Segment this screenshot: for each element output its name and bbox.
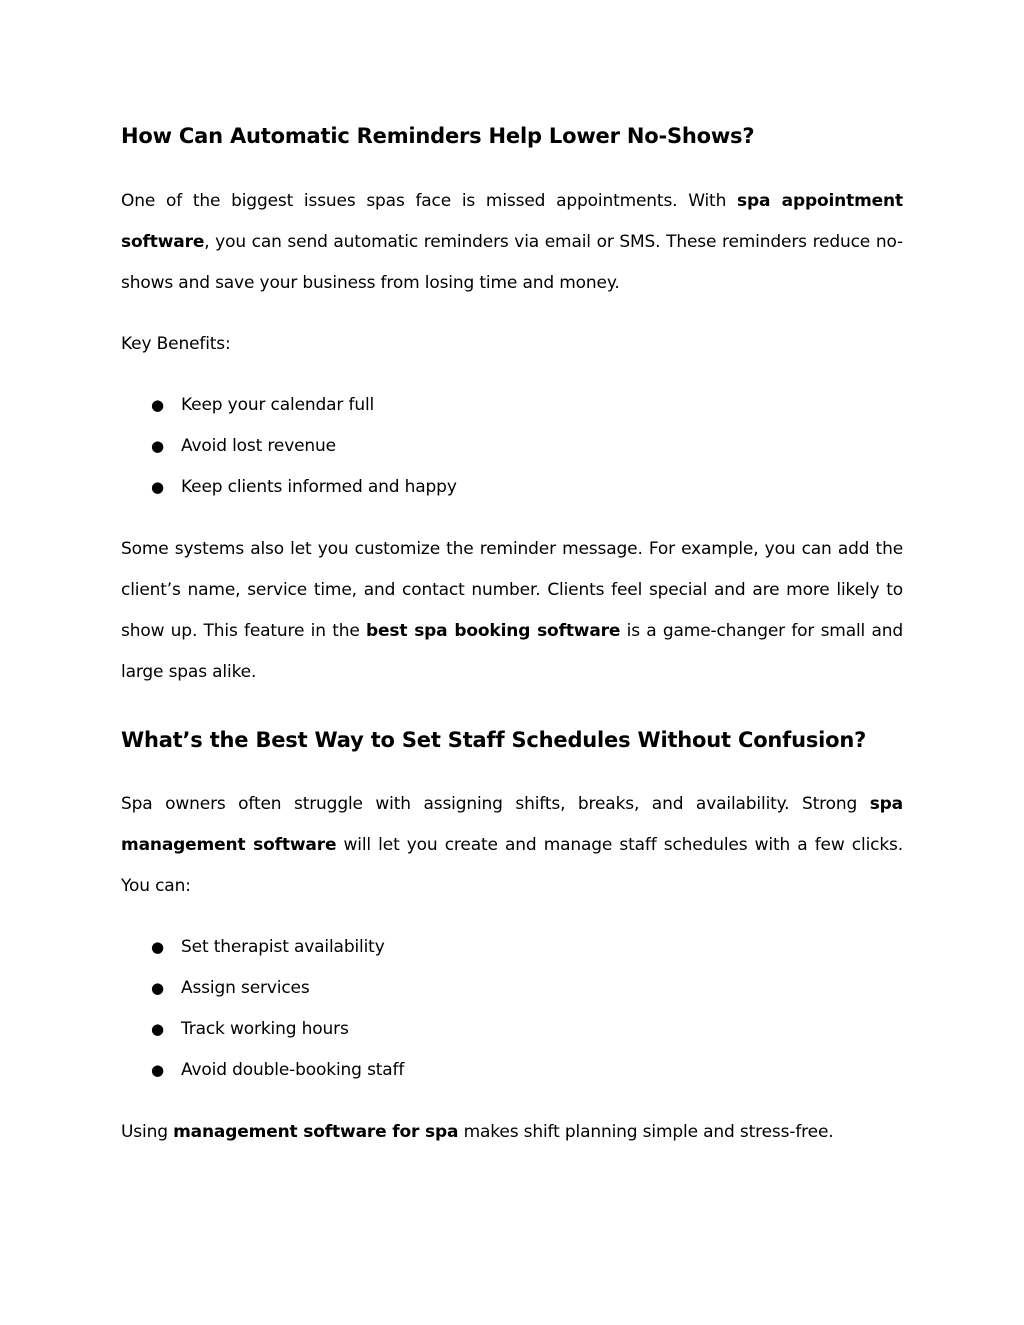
- text-run: is a game-changer for small and large spas alike.: [121, 621, 903, 682]
- list-item: [121, 968, 903, 1009]
- bold-term-spa-appointment-software: spa appointment software: [121, 191, 903, 252]
- text-run: One of the biggest issues spas face is missed appointments. With: [121, 191, 737, 211]
- bullet-icon: ●: [151, 437, 164, 455]
- list-item: [121, 467, 903, 508]
- section-heading-staff-schedules: What’s the Best Way to Set Staff Schedules Without Confusion?: [121, 728, 867, 752]
- paragraph-reminders-intro: [121, 181, 903, 304]
- list-item-text: Track working hours: [181, 1019, 349, 1039]
- benefits-list: [121, 385, 903, 508]
- bullet-icon: ●: [151, 979, 164, 997]
- paragraph-shift-planning: [121, 1112, 903, 1153]
- list-item-text: Keep clients informed and happy: [181, 477, 457, 497]
- bullet-icon: ●: [151, 1020, 164, 1038]
- list-item-text: Avoid double-booking staff: [181, 1060, 405, 1080]
- bullet-icon: ●: [151, 396, 164, 414]
- bold-term-best-spa-booking-software: best spa booking software: [366, 621, 621, 641]
- bullet-icon: ●: [151, 1061, 164, 1079]
- text-run: makes shift planning simple and stress-free.: [458, 1122, 834, 1142]
- list-item: [121, 927, 903, 968]
- text-run: will let you create and manage staff schedules with a few clicks. You can:: [121, 835, 903, 896]
- bullet-icon: ●: [151, 938, 164, 956]
- list-item-text: Avoid lost revenue: [181, 436, 336, 456]
- bold-term-spa-management-software: spa management software: [121, 794, 903, 855]
- paragraph-staff-intro: [121, 784, 903, 907]
- text-run: , you can send automatic reminders via email or SMS. These reminders reduce no-shows and save your business from losing time and money.: [121, 232, 903, 293]
- list-item: [121, 385, 903, 426]
- list-item: [121, 426, 903, 467]
- text-run: Some systems also let you customize the reminder message. For example, you can add the client’s name, service time, and contact number. Clients feel special and are more likely to show up. This feature in the: [121, 539, 903, 641]
- paragraph-customize-reminders: [121, 529, 903, 693]
- list-item: [121, 1050, 903, 1091]
- text-run: Using: [121, 1122, 174, 1142]
- bold-term-management-software-for-spa: management software for spa: [173, 1122, 459, 1142]
- section-heading-reminders: How Can Automatic Reminders Help Lower No-Shows?: [121, 124, 755, 148]
- text-run: Spa owners often struggle with assigning shifts, breaks, and availability. Strong: [121, 794, 870, 814]
- list-item: [121, 1009, 903, 1050]
- list-item-text: Assign services: [181, 978, 310, 998]
- bullet-icon: ●: [151, 478, 164, 496]
- list-item-text: Set therapist availability: [181, 937, 385, 957]
- list-item-text: Keep your calendar full: [181, 395, 375, 415]
- staff-features-list: [121, 927, 903, 1091]
- key-benefits-label: Key Benefits:: [121, 334, 231, 354]
